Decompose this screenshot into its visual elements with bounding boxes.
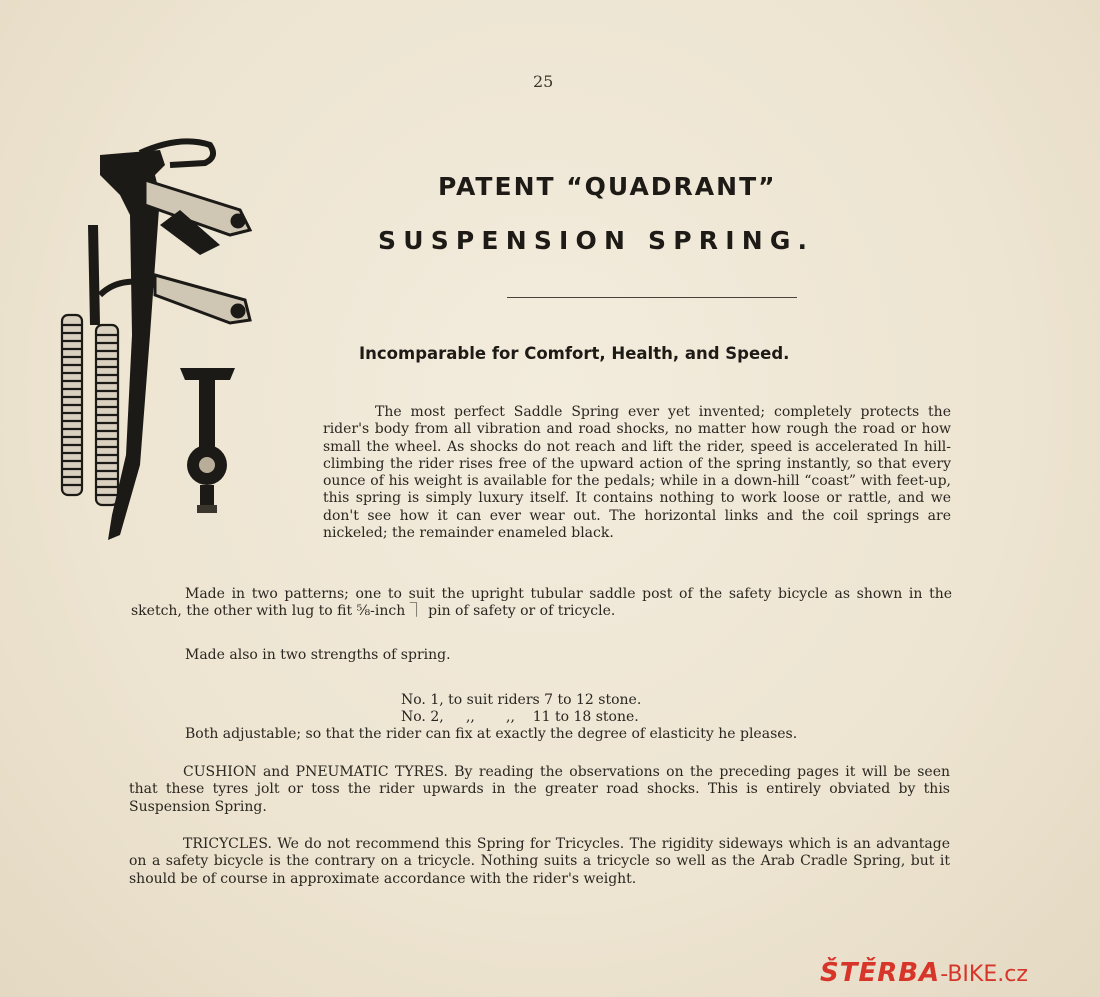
watermark-domain: -BIKE.cz — [940, 962, 1028, 987]
strength-no-1: No. 1, to suit riders 7 to 12 stone. — [401, 692, 642, 708]
paragraph-description: The most perfect Saddle Spring ever yet invented; completely protects the rider's body from all vibration and road shocks, no matter how rough the road or how small the wheel. As shocks do not reach and lift the rider, speed is accelerated In hill-climbing the rider rises free of the upward action of the spring instantly, so that every ounce of his weight is available for the pedals; while in a down-hill “coast” with feet-up, this spring is simply luxury itself. It contains nothing to work loose or rattle, and we don't see how it can ever wear out. The horizontal links and the coil springs are nickeled; the remainder enameled black. — [323, 404, 951, 542]
paragraph-strengths: Made also in two strengths of spring. — [185, 647, 451, 663]
paragraph-tyres: CUSHION and PNEUMATIC TYRES. By reading the observations on the preceding pages it will be seen that these tyres jolt or toss the rider upwards in the greater road shocks. This is entirely obviated by this Suspension Spring. — [129, 764, 950, 815]
paragraph-tricycles: TRICYCLES. We do not recommend this Spring for Tricycles. The rigidity sideways which is an advantage on a safety bicycle is the contrary on a tricycle. Nothing suits a tricycle so well as the Arab Cradle Spring, but it should be of course in approximate accordance with the rider's weight. — [129, 836, 950, 887]
watermark — [820, 958, 1028, 988]
coil-spring-right — [96, 325, 118, 505]
page-number: 25 — [533, 72, 554, 91]
strength-no-2: No. 2, ,, ,, 11 to 18 stone. — [401, 709, 639, 725]
title-line-2: SUSPENSION SPRING. — [378, 226, 815, 255]
watermark-brand: ŠTĚRBA — [820, 958, 941, 988]
coil-spring-left — [62, 315, 82, 495]
paragraph-adjustable: Both adjustable; so that the rider can fix at exactly the degree of elasticity he pleases. — [185, 726, 798, 742]
subtitle: Incomparable for Comfort, Health, and Speed. — [359, 344, 790, 363]
title-rule — [507, 297, 797, 298]
saddle-clip-bolt-illustration — [175, 360, 240, 520]
paragraph-patterns: Made in two patterns; one to suit the upright tubular saddle post of the safety bicycle as shown in the sketch, the other with lug to fit ⅝-inch ⏋ pin of safety or of tricycle. — [131, 586, 952, 620]
title-line-1: PATENT “QUADRANT” — [438, 172, 777, 201]
